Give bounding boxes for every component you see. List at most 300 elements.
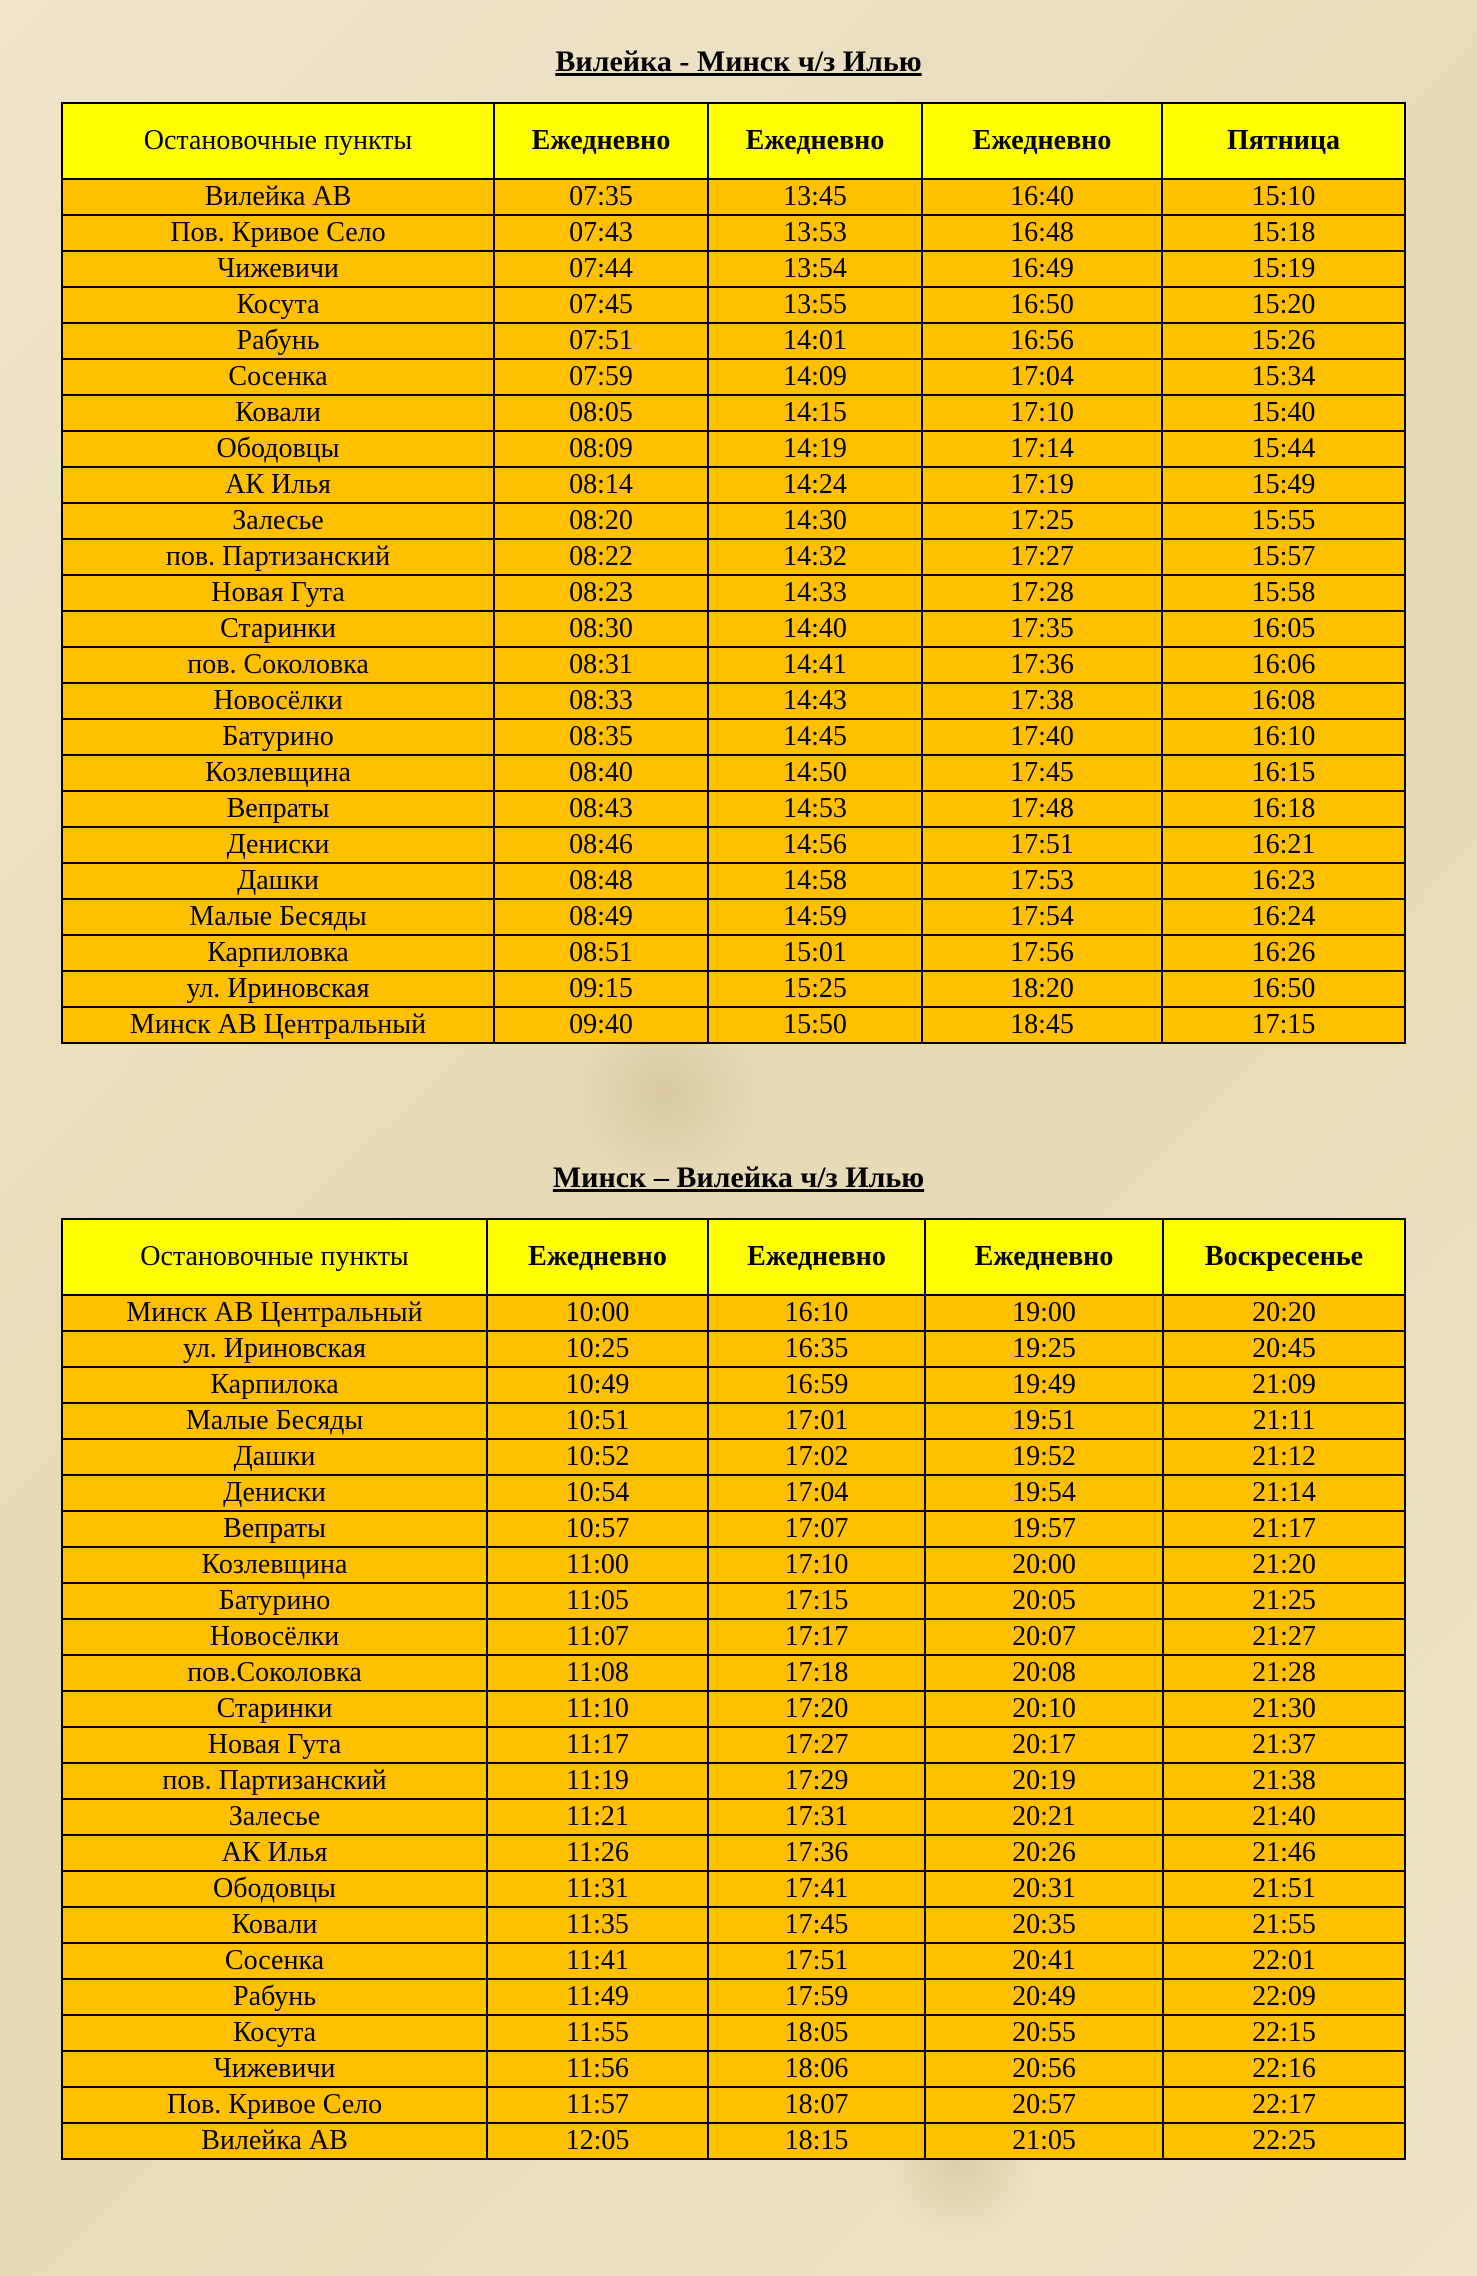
time-cell: 08:35 <box>494 719 708 755</box>
time-cell: 14:43 <box>708 683 922 719</box>
time-cell: 21:37 <box>1163 1727 1405 1763</box>
table-row <box>62 2015 1405 2051</box>
time-cell: 13:45 <box>708 179 922 215</box>
time-cell: 11:31 <box>487 1871 708 1907</box>
table-row <box>62 1619 1405 1655</box>
time-cell: 17:38 <box>922 683 1162 719</box>
stop-name-cell: Рабунь <box>62 323 494 359</box>
time-cell: 10:51 <box>487 1403 708 1439</box>
stop-name-cell: Вилейка АВ <box>62 2123 487 2159</box>
time-cell: 20:57 <box>925 2087 1163 2123</box>
time-cell: 11:17 <box>487 1727 708 1763</box>
time-cell: 15:19 <box>1162 251 1405 287</box>
time-cell: 08:40 <box>494 755 708 791</box>
time-cell: 20:20 <box>1163 1295 1405 1331</box>
stop-name-cell: Старинки <box>62 1691 487 1727</box>
table-row <box>62 1439 1405 1475</box>
stop-name-cell: Дениски <box>62 827 494 863</box>
stop-name-cell: Дашки <box>62 1439 487 1475</box>
time-cell: 21:27 <box>1163 1619 1405 1655</box>
time-cell: 13:54 <box>708 251 922 287</box>
time-cell: 08:09 <box>494 431 708 467</box>
time-cell: 16:56 <box>922 323 1162 359</box>
time-cell: 20:45 <box>1163 1331 1405 1367</box>
time-cell: 11:41 <box>487 1943 708 1979</box>
time-cell: 18:05 <box>708 2015 925 2051</box>
time-cell: 18:07 <box>708 2087 925 2123</box>
table-row <box>62 1943 1405 1979</box>
time-cell: 10:49 <box>487 1367 708 1403</box>
table-row <box>62 1583 1405 1619</box>
time-cell: 09:40 <box>494 1007 708 1043</box>
time-cell: 18:15 <box>708 2123 925 2159</box>
time-cell: 21:30 <box>1163 1691 1405 1727</box>
time-cell: 17:15 <box>708 1583 925 1619</box>
table-row <box>62 323 1405 359</box>
stop-name-cell: Рабунь <box>62 1979 487 2015</box>
time-cell: 15:50 <box>708 1007 922 1043</box>
time-cell: 15:55 <box>1162 503 1405 539</box>
time-cell: 11:08 <box>487 1655 708 1691</box>
time-cell: 22:16 <box>1163 2051 1405 2087</box>
stop-name-cell: Новая Гута <box>62 575 494 611</box>
time-cell: 08:20 <box>494 503 708 539</box>
time-cell: 17:15 <box>1162 1007 1405 1043</box>
time-cell: 22:01 <box>1163 1943 1405 1979</box>
table-row <box>62 647 1405 683</box>
time-cell: 19:25 <box>925 1331 1163 1367</box>
time-cell: 16:26 <box>1162 935 1405 971</box>
stop-name-cell: Малые Бесяды <box>62 1403 487 1439</box>
table-row <box>62 1691 1405 1727</box>
time-cell: 22:17 <box>1163 2087 1405 2123</box>
time-cell: 19:57 <box>925 1511 1163 1547</box>
section-2-title: Минск – Вилейка ч/з Илью <box>552 1161 925 1194</box>
table-row <box>62 1331 1405 1367</box>
time-cell: 18:20 <box>922 971 1162 1007</box>
stop-name-cell: Сосенка <box>62 359 494 395</box>
time-cell: 19:52 <box>925 1439 1163 1475</box>
schedule-table-vileyka-minsk <box>61 102 1406 1044</box>
time-cell: 07:43 <box>494 215 708 251</box>
time-cell: 08:51 <box>494 935 708 971</box>
time-cell: 11:21 <box>487 1799 708 1835</box>
time-cell: 14:59 <box>708 899 922 935</box>
time-cell: 14:58 <box>708 863 922 899</box>
table-row <box>62 1907 1405 1943</box>
time-cell: 17:35 <box>922 611 1162 647</box>
time-cell: 10:54 <box>487 1475 708 1511</box>
stop-name-cell: Старинки <box>62 611 494 647</box>
table-row <box>62 1835 1405 1871</box>
time-cell: 16:40 <box>922 179 1162 215</box>
time-cell: 11:57 <box>487 2087 708 2123</box>
header-daily-1: Ежедневно <box>494 103 708 179</box>
table-row <box>62 467 1405 503</box>
time-cell: 17:51 <box>708 1943 925 1979</box>
time-cell: 14:15 <box>708 395 922 431</box>
stop-name-cell: Пов. Кривое Село <box>62 215 494 251</box>
time-cell: 11:35 <box>487 1907 708 1943</box>
table-row <box>62 1871 1405 1907</box>
time-cell: 17:51 <box>922 827 1162 863</box>
stop-name-cell: Дениски <box>62 1475 487 1511</box>
time-cell: 16:15 <box>1162 755 1405 791</box>
table-row <box>62 287 1405 323</box>
stop-name-cell: пов.Соколовка <box>62 1655 487 1691</box>
stop-name-cell: Вилейка АВ <box>62 179 494 215</box>
table-row <box>62 755 1405 791</box>
header-daily-2: Ежедневно <box>708 1219 925 1295</box>
time-cell: 20:49 <box>925 1979 1163 2015</box>
time-cell: 14:01 <box>708 323 922 359</box>
time-cell: 17:14 <box>922 431 1162 467</box>
time-cell: 15:26 <box>1162 323 1405 359</box>
stop-name-cell: Ковали <box>62 1907 487 1943</box>
time-cell: 14:24 <box>708 467 922 503</box>
time-cell: 17:28 <box>922 575 1162 611</box>
stop-name-cell: Минск АВ Центральный <box>62 1007 494 1043</box>
time-cell: 16:06 <box>1162 647 1405 683</box>
time-cell: 20:07 <box>925 1619 1163 1655</box>
time-cell: 08:48 <box>494 863 708 899</box>
table-row <box>62 179 1405 215</box>
stop-name-cell: пов. Партизанский <box>62 539 494 575</box>
time-cell: 16:49 <box>922 251 1162 287</box>
stop-name-cell: Сосенка <box>62 1943 487 1979</box>
time-cell: 16:48 <box>922 215 1162 251</box>
time-cell: 17:18 <box>708 1655 925 1691</box>
time-cell: 12:05 <box>487 2123 708 2159</box>
stop-name-cell: Чижевичи <box>62 2051 487 2087</box>
table-row <box>62 719 1405 755</box>
stop-name-cell: Косута <box>62 287 494 323</box>
table-row <box>62 503 1405 539</box>
stop-name-cell: Вепраты <box>62 791 494 827</box>
time-cell: 11:00 <box>487 1547 708 1583</box>
time-cell: 20:08 <box>925 1655 1163 1691</box>
time-cell: 21:11 <box>1163 1403 1405 1439</box>
stop-name-cell: ул. Ириновская <box>62 1331 487 1367</box>
time-cell: 20:26 <box>925 1835 1163 1871</box>
stop-name-cell: АК Илья <box>62 1835 487 1871</box>
time-cell: 17:36 <box>708 1835 925 1871</box>
time-cell: 10:00 <box>487 1295 708 1331</box>
table-row <box>62 395 1405 431</box>
time-cell: 17:07 <box>708 1511 925 1547</box>
time-cell: 17:17 <box>708 1619 925 1655</box>
time-cell: 20:00 <box>925 1547 1163 1583</box>
time-cell: 17:45 <box>708 1907 925 1943</box>
time-cell: 21:51 <box>1163 1871 1405 1907</box>
stop-name-cell: Ободовцы <box>62 431 494 467</box>
time-cell: 15:18 <box>1162 215 1405 251</box>
table-row <box>62 1763 1405 1799</box>
schedule-table-minsk-vileyka <box>61 1218 1406 2160</box>
time-cell: 17:59 <box>708 1979 925 2015</box>
time-cell: 10:57 <box>487 1511 708 1547</box>
time-cell: 15:01 <box>708 935 922 971</box>
time-cell: 17:04 <box>708 1475 925 1511</box>
time-cell: 20:55 <box>925 2015 1163 2051</box>
time-cell: 20:17 <box>925 1727 1163 1763</box>
time-cell: 15:34 <box>1162 359 1405 395</box>
table-row <box>62 1007 1405 1043</box>
time-cell: 08:23 <box>494 575 708 611</box>
stop-name-cell: Карпилока <box>62 1367 487 1403</box>
time-cell: 07:51 <box>494 323 708 359</box>
time-cell: 21:20 <box>1163 1547 1405 1583</box>
table-row <box>62 1727 1405 1763</box>
time-cell: 17:41 <box>708 1871 925 1907</box>
time-cell: 17:25 <box>922 503 1162 539</box>
time-cell: 13:53 <box>708 215 922 251</box>
time-cell: 15:20 <box>1162 287 1405 323</box>
stop-name-cell: Новосёлки <box>62 1619 487 1655</box>
stop-name-cell: Новая Гута <box>62 1727 487 1763</box>
time-cell: 17:31 <box>708 1799 925 1835</box>
stop-name-cell: АК Илья <box>62 467 494 503</box>
header-daily-3: Ежедневно <box>925 1219 1163 1295</box>
time-cell: 20:31 <box>925 1871 1163 1907</box>
time-cell: 14:56 <box>708 827 922 863</box>
time-cell: 11:05 <box>487 1583 708 1619</box>
time-cell: 17:29 <box>708 1763 925 1799</box>
time-cell: 17:48 <box>922 791 1162 827</box>
time-cell: 07:45 <box>494 287 708 323</box>
time-cell: 16:08 <box>1162 683 1405 719</box>
time-cell: 10:52 <box>487 1439 708 1475</box>
table-row <box>62 863 1405 899</box>
time-cell: 15:57 <box>1162 539 1405 575</box>
stop-name-cell: Дашки <box>62 863 494 899</box>
section-1-title: Вилейка - Минск ч/з Илью <box>555 45 922 78</box>
header-row <box>62 103 1405 179</box>
table-row <box>62 431 1405 467</box>
time-cell: 14:45 <box>708 719 922 755</box>
time-cell: 16:10 <box>1162 719 1405 755</box>
time-cell: 11:49 <box>487 1979 708 2015</box>
time-cell: 17:10 <box>922 395 1162 431</box>
time-cell: 16:50 <box>1162 971 1405 1007</box>
time-cell: 21:38 <box>1163 1763 1405 1799</box>
time-cell: 07:59 <box>494 359 708 395</box>
table-row <box>62 899 1405 935</box>
time-cell: 16:18 <box>1162 791 1405 827</box>
time-cell: 22:25 <box>1163 2123 1405 2159</box>
time-cell: 16:10 <box>708 1295 925 1331</box>
time-cell: 16:23 <box>1162 863 1405 899</box>
time-cell: 17:36 <box>922 647 1162 683</box>
time-cell: 14:30 <box>708 503 922 539</box>
time-cell: 08:05 <box>494 395 708 431</box>
time-cell: 21:12 <box>1163 1439 1405 1475</box>
time-cell: 15:40 <box>1162 395 1405 431</box>
time-cell: 17:40 <box>922 719 1162 755</box>
stop-name-cell: Чижевичи <box>62 251 494 287</box>
time-cell: 17:10 <box>708 1547 925 1583</box>
time-cell: 17:04 <box>922 359 1162 395</box>
time-cell: 08:30 <box>494 611 708 647</box>
stop-name-cell: пов. Партизанский <box>62 1763 487 1799</box>
time-cell: 08:22 <box>494 539 708 575</box>
time-cell: 22:15 <box>1163 2015 1405 2051</box>
time-cell: 07:44 <box>494 251 708 287</box>
table-row <box>62 359 1405 395</box>
time-cell: 14:50 <box>708 755 922 791</box>
time-cell: 14:40 <box>708 611 922 647</box>
stop-name-cell: Косута <box>62 2015 487 2051</box>
time-cell: 17:27 <box>922 539 1162 575</box>
time-cell: 19:54 <box>925 1475 1163 1511</box>
time-cell: 14:33 <box>708 575 922 611</box>
table-row <box>62 1655 1405 1691</box>
table-row <box>62 251 1405 287</box>
time-cell: 17:54 <box>922 899 1162 935</box>
time-cell: 09:15 <box>494 971 708 1007</box>
time-cell: 16:05 <box>1162 611 1405 647</box>
time-cell: 21:05 <box>925 2123 1163 2159</box>
time-cell: 08:31 <box>494 647 708 683</box>
time-cell: 14:32 <box>708 539 922 575</box>
header-row <box>62 1219 1405 1295</box>
time-cell: 16:50 <box>922 287 1162 323</box>
table-row <box>62 1511 1405 1547</box>
stop-name-cell: Карпиловка <box>62 935 494 971</box>
time-cell: 16:59 <box>708 1367 925 1403</box>
time-cell: 11:07 <box>487 1619 708 1655</box>
time-cell: 11:10 <box>487 1691 708 1727</box>
stop-name-cell: Залесье <box>62 503 494 539</box>
stop-name-cell: Козлевщина <box>62 755 494 791</box>
stop-name-cell: Козлевщина <box>62 1547 487 1583</box>
stop-name-cell: Пов. Кривое Село <box>62 2087 487 2123</box>
time-cell: 18:45 <box>922 1007 1162 1043</box>
time-cell: 20:05 <box>925 1583 1163 1619</box>
time-cell: 21:40 <box>1163 1799 1405 1835</box>
stop-name-cell: ул. Ириновская <box>62 971 494 1007</box>
time-cell: 20:56 <box>925 2051 1163 2087</box>
stop-name-cell: Ободовцы <box>62 1871 487 1907</box>
time-cell: 08:43 <box>494 791 708 827</box>
time-cell: 20:35 <box>925 1907 1163 1943</box>
table-row <box>62 215 1405 251</box>
table-row <box>62 971 1405 1007</box>
stop-name-cell: Минск АВ Центральный <box>62 1295 487 1331</box>
time-cell: 20:19 <box>925 1763 1163 1799</box>
table-row <box>62 575 1405 611</box>
table-row <box>62 827 1405 863</box>
header-stops: Остановочные пункты <box>62 1219 487 1295</box>
header-daily-1: Ежедневно <box>487 1219 708 1295</box>
time-cell: 08:14 <box>494 467 708 503</box>
header-daily-2: Ежедневно <box>708 103 922 179</box>
time-cell: 21:28 <box>1163 1655 1405 1691</box>
table-row <box>62 1547 1405 1583</box>
time-cell: 21:09 <box>1163 1367 1405 1403</box>
stop-name-cell: Ковали <box>62 395 494 431</box>
time-cell: 17:27 <box>708 1727 925 1763</box>
table-row <box>62 2123 1405 2159</box>
time-cell: 17:02 <box>708 1439 925 1475</box>
table-row <box>62 1403 1405 1439</box>
time-cell: 21:25 <box>1163 1583 1405 1619</box>
time-cell: 07:35 <box>494 179 708 215</box>
table-row <box>62 611 1405 647</box>
stop-name-cell: Малые Бесяды <box>62 899 494 935</box>
time-cell: 20:21 <box>925 1799 1163 1835</box>
time-cell: 19:00 <box>925 1295 1163 1331</box>
table-row <box>62 791 1405 827</box>
stop-name-cell: Новосёлки <box>62 683 494 719</box>
time-cell: 13:55 <box>708 287 922 323</box>
time-cell: 17:01 <box>708 1403 925 1439</box>
time-cell: 17:45 <box>922 755 1162 791</box>
time-cell: 11:19 <box>487 1763 708 1799</box>
table-row <box>62 1295 1405 1331</box>
time-cell: 19:51 <box>925 1403 1163 1439</box>
time-cell: 11:55 <box>487 2015 708 2051</box>
time-cell: 16:35 <box>708 1331 925 1367</box>
table-row <box>62 539 1405 575</box>
time-cell: 18:06 <box>708 2051 925 2087</box>
time-cell: 16:21 <box>1162 827 1405 863</box>
time-cell: 08:46 <box>494 827 708 863</box>
table-row <box>62 683 1405 719</box>
table-row <box>62 1799 1405 1835</box>
time-cell: 15:44 <box>1162 431 1405 467</box>
time-cell: 21:17 <box>1163 1511 1405 1547</box>
time-cell: 17:56 <box>922 935 1162 971</box>
time-cell: 15:58 <box>1162 575 1405 611</box>
header-daily-3: Ежедневно <box>922 103 1162 179</box>
time-cell: 10:25 <box>487 1331 708 1367</box>
time-cell: 21:14 <box>1163 1475 1405 1511</box>
time-cell: 20:41 <box>925 1943 1163 1979</box>
header-sunday: Воскресенье <box>1163 1219 1405 1295</box>
time-cell: 08:49 <box>494 899 708 935</box>
time-cell: 14:19 <box>708 431 922 467</box>
stop-name-cell: Залесье <box>62 1799 487 1835</box>
time-cell: 17:20 <box>708 1691 925 1727</box>
time-cell: 15:25 <box>708 971 922 1007</box>
time-cell: 21:46 <box>1163 1835 1405 1871</box>
time-cell: 14:41 <box>708 647 922 683</box>
time-cell: 22:09 <box>1163 1979 1405 2015</box>
table-row <box>62 2051 1405 2087</box>
stop-name-cell: Батурино <box>62 1583 487 1619</box>
time-cell: 08:33 <box>494 683 708 719</box>
time-cell: 11:26 <box>487 1835 708 1871</box>
header-friday: Пятница <box>1162 103 1405 179</box>
table-row <box>62 1475 1405 1511</box>
time-cell: 17:53 <box>922 863 1162 899</box>
time-cell: 14:53 <box>708 791 922 827</box>
time-cell: 11:56 <box>487 2051 708 2087</box>
time-cell: 15:10 <box>1162 179 1405 215</box>
time-cell: 17:19 <box>922 467 1162 503</box>
time-cell: 14:09 <box>708 359 922 395</box>
time-cell: 16:24 <box>1162 899 1405 935</box>
time-cell: 21:55 <box>1163 1907 1405 1943</box>
time-cell: 19:49 <box>925 1367 1163 1403</box>
stop-name-cell: Батурино <box>62 719 494 755</box>
stop-name-cell: Вепраты <box>62 1511 487 1547</box>
table-row <box>62 2087 1405 2123</box>
table-row <box>62 1367 1405 1403</box>
table-row <box>62 935 1405 971</box>
stop-name-cell: пов. Соколовка <box>62 647 494 683</box>
